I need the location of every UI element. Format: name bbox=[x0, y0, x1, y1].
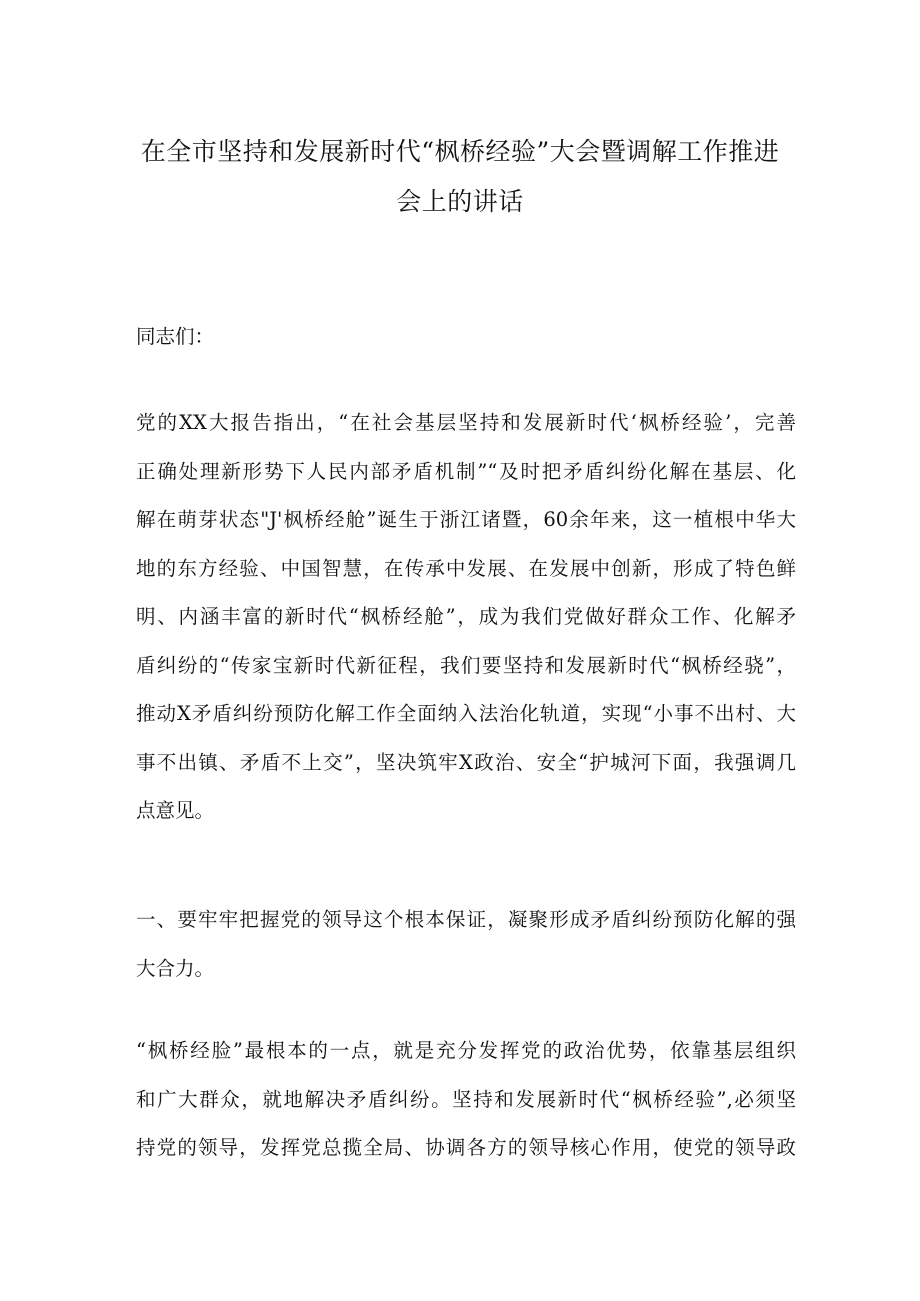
paragraph-line: 推动X矛盾纠纷预防化解工作全面纳入法治化轨道，实现“小事不出村、大 bbox=[136, 702, 796, 725]
page-title bbox=[120, 127, 800, 227]
paragraph-line: 和广大群众，就地解决矛盾纠纷。坚持和发展新时代“枫桥经验”,必须坚 bbox=[136, 1087, 796, 1111]
paragraph-line: 党的XX大报告指出，“在社会基层坚持和发展新时代‘枫桥经验’，完善 bbox=[136, 411, 796, 434]
paragraph-section-1 bbox=[136, 1027, 796, 1173]
paragraph-line: 点意见。 bbox=[136, 799, 215, 822]
section-heading-1 bbox=[136, 896, 796, 993]
paragraph-line: 明、内涵丰富的新时代“枫桥经舱”，成为我们党做好群众工作、化解矛 bbox=[136, 605, 796, 628]
paragraph-line: 事不出镇、矛盾不上交”，坚决筑牢X政治、安全“护城河下面，我强调几 bbox=[136, 750, 796, 774]
paragraph-line: 持党的领导，发挥党总揽全局、协调各方的领导核心作用，使党的领导政 bbox=[136, 1136, 796, 1159]
paragraph-line: “枫桥经脸”最根本的一点，就是充分发挥党的政治优势，依靠基层组织 bbox=[136, 1039, 796, 1062]
paragraph-intro bbox=[136, 399, 796, 836]
greeting bbox=[136, 313, 796, 362]
greeting-text: 同志们： bbox=[136, 325, 215, 348]
heading-line: 一、要牢牢把握党的领导这个根本保证，凝聚形成矛盾纠纷预防化解的强 bbox=[136, 908, 796, 931]
title-line: 在全市坚持和发展新时代“枫桥经验”大会暨调解工作推进 bbox=[140, 137, 780, 166]
paragraph-line: 地的东方经验、中国智慧，在传承中发展、在发展中创新，形成了特色鲜 bbox=[136, 556, 796, 580]
paragraph-line: 解在萌芽状态"J'枫桥经舱”诞生于浙江诸暨，60余年来，这一植根中华大 bbox=[136, 508, 796, 531]
paragraph-line: 盾纠纷的“传家宝新时代新征程，我们要坚持和发展新时代“枫桥经骁”， bbox=[136, 653, 796, 677]
heading-line: 大合力。 bbox=[136, 956, 215, 980]
paragraph-line: 正确处理新形势下人民内部矛盾机制”“及时把矛盾纠纷化解在基层、化 bbox=[136, 459, 796, 483]
title-line: 会上的讲话 bbox=[396, 187, 524, 216]
